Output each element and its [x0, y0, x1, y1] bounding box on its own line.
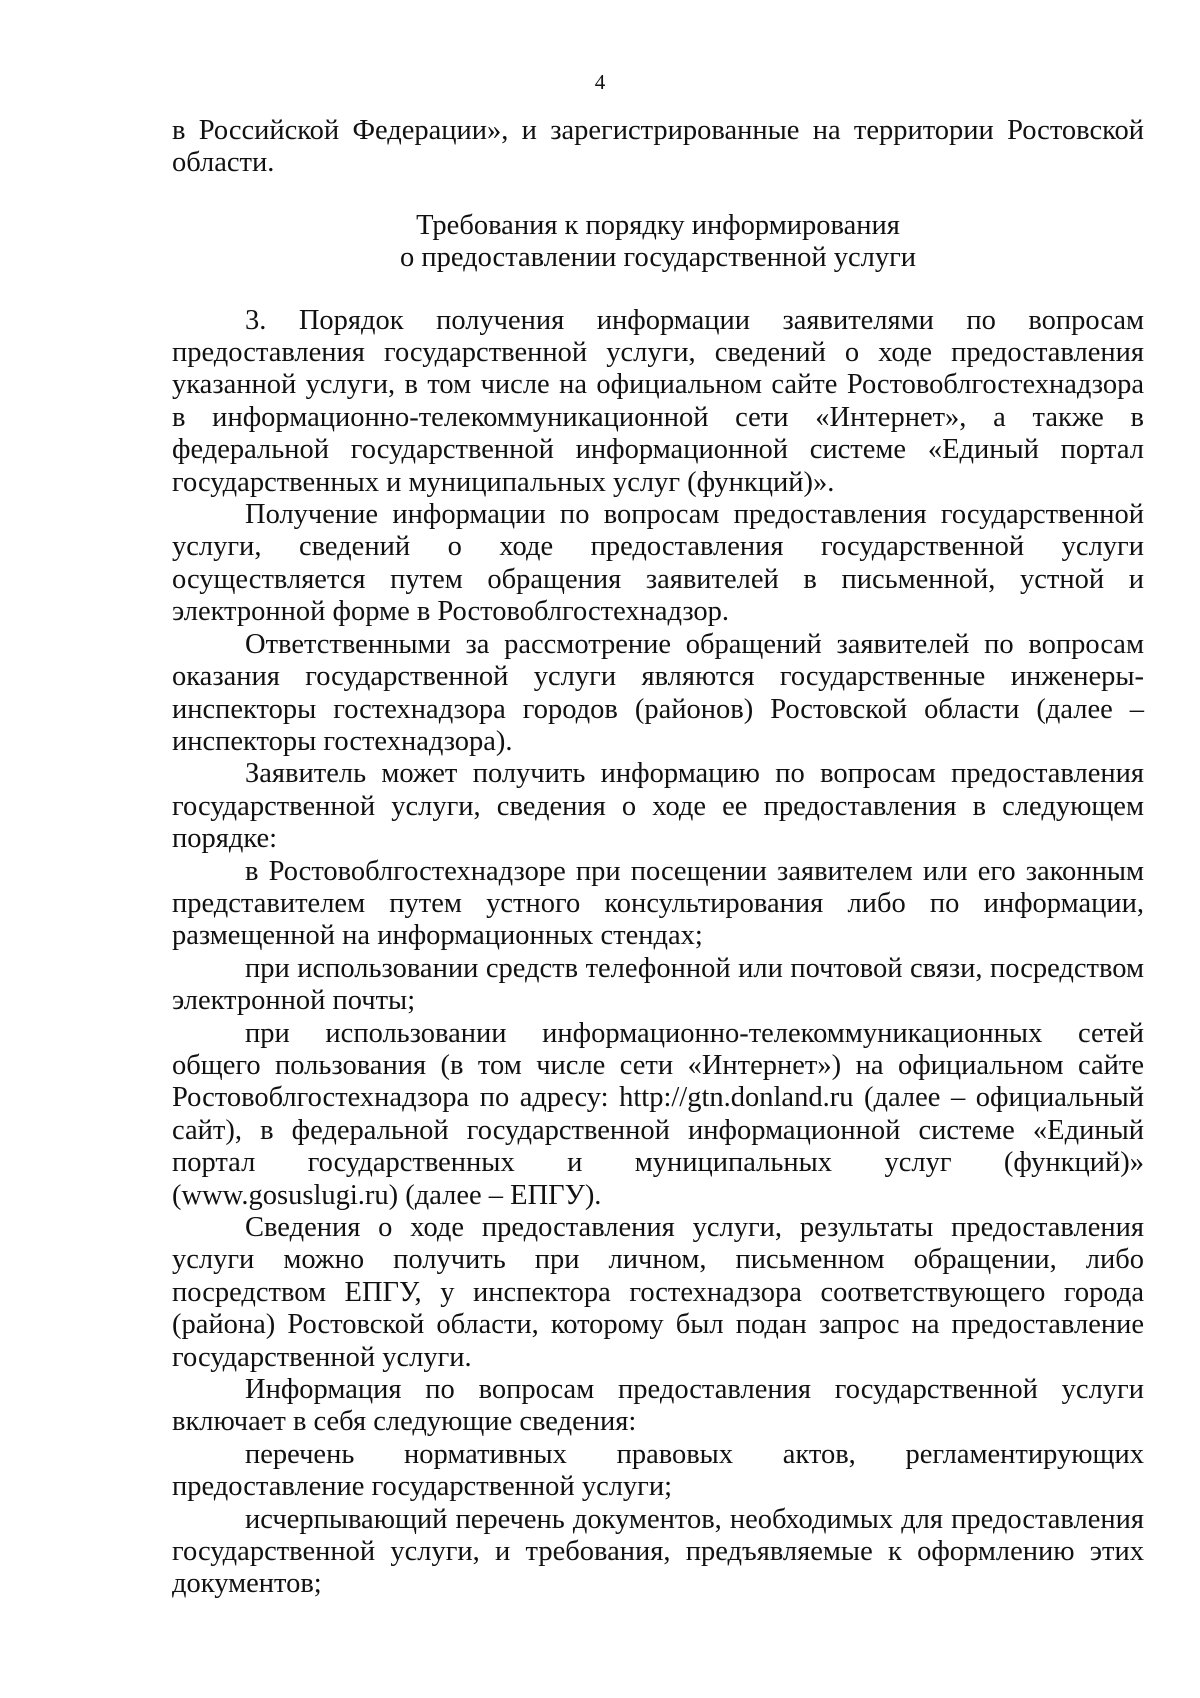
paragraph-10: перечень нормативных правовых актов, регламентирующих предоставление государственной услуги;: [172, 1438, 1144, 1503]
document-body: [172, 115, 1144, 1601]
paragraph-1: 3. Порядок получения информации заявителями по вопросам предоставления государственной услуги, сведений о ходе предоставления указанной услуги, в том числе на официальном сайте Ростовоблгостехнадзора в информационно-телекоммуникационной сети «Интернет», а также в федеральной государственной информационной системе «Единый портал государственных и муниципальных услуг (функций)».: [172, 304, 1144, 498]
paragraph-6: при использовании средств телефонной или почтовой связи, посредством электронной почты;: [172, 952, 1144, 1017]
section-heading-line-2: о предоставлении государственной услуги: [399, 242, 917, 274]
paragraph-9: Информация по вопросам предоставления государственной услуги включает в себя следующие сведения:: [172, 1374, 1144, 1438]
paragraph-2: Получение информации по вопросам предоставления государственной услуги, сведений о ходе предоставления государственной услуги осуществляется путем обращения заявителей в письменной, устной и электронной форме в Ростовоблгостехнадзор.: [172, 499, 1144, 628]
section-heading-line-1: Требования к порядку информирования: [416, 209, 900, 241]
paragraph-4: Заявитель может получить информацию по вопросам предоставления государственной услуги, сведения о ходе ее предоставления в следующем порядке:: [172, 758, 1144, 855]
intro-paragraph: в Российской Федерации», и зарегистрированные на территории Ростовской области.: [172, 115, 1144, 179]
paragraph-8: Сведения о ходе предоставления услуги, результаты предоставления услуги можно получить при личном, письменном обращении, либо посредством ЕПГУ, у инспектора гостехнадзора соответствующего города (района) Ростовской области, которому был подан запрос на предоставление государственной услуги.: [172, 1212, 1144, 1373]
paragraph-11: исчерпывающий перечень документов, необходимых для предоставления государственной услуги, и требования, предъявляемые к оформлению этих документов;: [172, 1503, 1144, 1600]
page-number: 4: [594, 70, 606, 94]
paragraph-3: Ответственными за рассмотрение обращений заявителей по вопросам оказания государственной услуги являются государственные инженеры-инспекторы гостехнадзора городов (районов) Ростовской области (далее – инспекторы гостехнадзора).: [172, 628, 1144, 757]
paragraph-7: при использовании информационно-телекоммуникационных сетей общего пользования (в том числе сети «Интернет») на официальном сайте Ростовоблгостехнадзора по адресу: http://gtn.donland.ru (далее – официальный сайт), в федеральной государственной информационной системе «Единый портал государственных и муниципальных услуг (функций)» (www.gosuslugi.ru) (далее – ЕПГУ).: [172, 1017, 1144, 1211]
section-heading: [172, 210, 1144, 275]
paragraph-5: в Ростовоблгостехнадзоре при посещении заявителем или его законным представителем путем устного консультирования либо по информации, размещенной на информационных стендах;: [172, 855, 1144, 952]
